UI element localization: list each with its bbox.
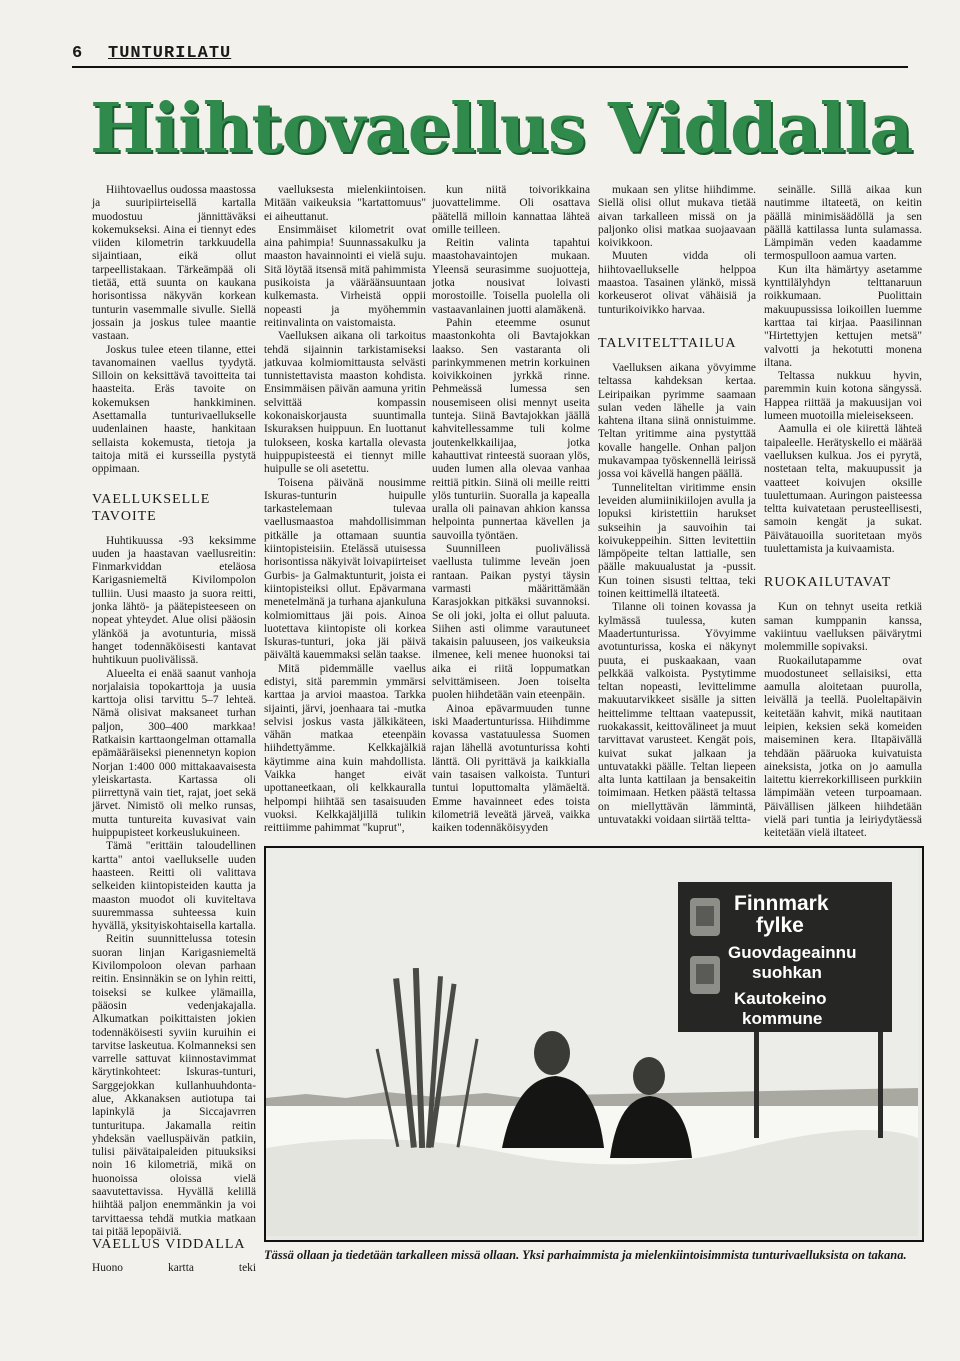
photo-illustration [266, 848, 918, 1236]
paragraph: Teltassa nukkuu hyvin, paremmin kuin kotona sängyssä. Happea riittää ja makuusijan voi lumeen muotoilla mieleisekseen. [764, 370, 922, 423]
paragraph: Alueelta ei enää saanut vanhoja norjalaisia topokarttoja ja uusia karttoja olisi tarvittu 5–7 lehteä. Nämä olisivat maksaneet turhan paljon, 300–400 markkaa! Ratkaisin karttaongelman ottamalla epämääräiseksi pienennetyn kopion Norjan 1:400 000 mittakaavaisesta yleiskartasta. Kartassa oli piirrettynä vain tiet, rajat, joet sekä järvet. Nimistö oli melko runsas, mutta tuntureita kuvasivat vain huippupisteet korkeuslukuineen. [92, 667, 256, 840]
article-headline: Hiihtovaellus Viddalla [90, 89, 913, 169]
sign-text: Guovdageainnu [728, 943, 857, 962]
paragraph: Vaelluksen aikana oli tarkoitus tehdä sijainnin tarkistamiseksi jatkuvaa kolmiomittausta selvästi tunnistettavista maaston kohdista. Ensimmäisen päivän aamuna yritin selvittää kompassin kokonaiskorjausta suuntimalla Iskuraksen huippuun. En luottanut tulokseen, koska kartalla olevasta huippupisteestä ei tiennyt mille huipulle se oli asetettu. [264, 330, 426, 476]
paragraph: Muuten vidda oli hiihtovaellukselle helppoa maastoa. Tasainen ylänkö, missä korkeuserot olivat vähäisiä ja tunturikoivikko harvaa. [598, 250, 756, 316]
paragraph: mukaan sen ylitse hiihdimme. Siellä olisi ollut mukava tietää aivan tarkalleen missä on ja paljonko olisi matkaa suojaavaan koivikkoon. [598, 184, 756, 250]
paragraph: Pahin eteemme osunut maastonkohta oli Bavtajokkan laakso. Sen vastaranta oli parinkymmenen metrin korkuinen koivikkoinen jyrkkä rinne. Pehmeässä lumessa sen nousemiseen olisi mennyt useita tunteja. Siinä Bavtajokkan jäällä kahvitellessamme tuli kolme joutenkelkkailijaa, jotka kahauttivat rinteestä suoraan ylös, uuden lumen alla olevaa vanhaa reittiä pitkin. Siinä oli meille reitti ylös tunturiin. Suoralla ja kapealla uralla oli painavan ahkion kanssa helpointa punnertaa kävellen ja sauvoilla työntäen. [432, 316, 590, 542]
paragraph: seinälle. Sillä aikaa kun nautimme iltateetä, on keitin päällä minimisäädöllä ja sen päällä kattilassa lunta sulamassa. Lämpimän veden kaadamme termospulloon aamua varten. [764, 184, 922, 263]
sign-text: Finnmark [734, 892, 829, 915]
sign-text: fylke [756, 914, 804, 937]
paragraph: Reitin valinta tapahtui maastohavaintojen mukaan. Yleensä seurasimme suojuotteja, jotka nousivat loivasti morostoille. Toisella puolella oli vastaavanlainen juotti alamäkenä. [432, 237, 590, 316]
paragraph: Reitin suunnittelussa totesin suoran linjan Karigasniemeltä Kivilompoloon olevan parhaan reitin. Ensinnäkin se on lyhin reitti, toiseksi se kulkee ylämailla, pääosin vedenjakajalla. Alkumatkan poikittaisten jokien todennäköisesti syviin kuruihin ei tarvitse laskeutua. Kolmanneksi sen varrelle sattuvat kiinnostavimmat kärytinkohteet: Iskuras-tunturi, Sarggejokkan kullanhuuhdonta-alue, Akkanaksen autiotupa tai lapinkylä ja Siccajavrren tunturitupa. Jakamalla reitin yhdeksän vaelluspäivän patkiin, tulisi päivätaipaleiden pituuksiksi noin 16 kilometriä, mikä on huonoissa oloissa vielä saavutettavissa. Hyvällä kelillä hiihtää paljon enemmänkin ja voi tarvittaessa tehdä mutkia matkaan tai pitää lepopäiviä. [92, 933, 256, 1238]
column-5 [764, 184, 922, 840]
paragraph: Huhtikuussa -93 keksimme uuden ja haastavan vaellusreitin: Finmarkviddan eteläosa Karigasniemeltä Kivilompolon tulliin. Uusi maasto ja suora reitti, jonka lähtö- ja päätepisteeseen on nopeat yhteydet. Alue olisi pääosin ylänköä ja avotunturia, missä hanget todennäköisesti kantavat huhtikuun puolivälissä. [92, 534, 256, 667]
column-1 [92, 184, 256, 1238]
subheading-vaellus-viddalla: VAELLUS VIDDALLA [92, 1237, 246, 1252]
column-2 [264, 184, 426, 835]
paragraph: kun niitä toivorikkaina juovattelimme. Oli osattava päätellä milloin kannattaa lähteä omille teilleen. [432, 184, 590, 236]
paragraph: Tunneliteltan viritimme ensin leveiden alumiinikiilojen avulla ja lopuksi kiristettiin harukset sukseihin ja sauvoihin tai koivukeppeihin. Sitten levitettiin lämpöpeite teltan lattialle, sen päälle makuualustat ja -pussit. Kun toinen sisusti telttaa, teki toinen keittimellä iltateetä. [598, 481, 756, 601]
paragraph: Hiihtovaellus oudossa maastossa ja suuripiirteisellä kartalla muodostuu jännittäväksi kokemukseksi. Aina ei tiennyt edes viiden kilometrin tarkkuudella sijaintiaan, eikä ollut tarpeellistakaan. Tärkeämpää oli tietää, että suunta on kaukana horisontissa näkyvän korkean tunturin vasemmalle sivulle. Siellä jossain ja joskus tulee maantie vastaan. [92, 184, 256, 343]
paragraph: Aamulla ei ole kiirettä lähteä taipaleelle. Herätyskello ei määrää vaelluksen kulkua. Jos ei pyrytä, nostetaan telta, makuupussit ja vaatteet koivujen oksille tuulettumaan. Auringon paisteessa teltta kuivatetaan perusteellisesti, samoin kengät ja sukat. Päivätauoilla suoritetaan myös tuulettamista ja kuivaamista. [764, 423, 922, 556]
paragraph: Vaelluksen aikana yövyimme teltassa kahdeksan kertaa. Leiripaikan pyrimme saamaan sulan veden lähelle ja vain kahtena iltana siinä onnistuimme. Teltan yritimme aina pystyttää kovalle hangelle. Onhan paljon mukavampaa työskennellä leirissä jossa voi kävellä hangen päällä. [598, 361, 756, 481]
photo-caption: Tässä ollaan ja tiedetään tarkalleen missä ollaan. Yksi parhaimmista ja mielenkiintoisimmista tunturivaelluksista on takana. [264, 1248, 907, 1262]
column-4 [598, 184, 756, 827]
subheading: VAELLUKSELLE TAVOITE [92, 491, 211, 524]
paragraph: Ruokailutapamme ovat muodostuneet sellaisiksi, etta aamulla aloitetaan puurolla, leivällä ja teellä. Puoleltapäivin keitetään kahvit, mikä nautitaan leipien, keksien sekä komeiden maiseminen kera. Iltapäivällä tehdään pääruoka kuivatuista aineksista, jotka on jo aamulla laitettu kierrekorkilliseen purkkiin lämpimään veteen turpoamaan. Päivällisen jälkeen hiihdetään vielä pari tuntia ja leiriydytäessä keitetään vielä iltateet. [764, 654, 922, 840]
paragraph: Mitä pidemmälle vaellus edistyi, sitä paremmin ymmärsi karttaa ja arvioi maastoa. Tarkka sijainti, järvi, joenhaara tai -mutka selvisi joskus vasta jälkikäteen, vähän matkaa eteenpäin hiihdettyämme. Kelkkajälkiä käytimme aina kuin mahdollista. Vaikka hanget eivät upottaneetkaan, oli kelkkauralla helpompi hiihtää sen tasaisuuden vuoksi. Kelkkajäljillä tulikin reittiimme pahimmat "kuprut", [264, 662, 426, 835]
paragraph: Ensimmäiset kilometrit ovat aina pahimpia! Suunnassakulku ja maaston havainnointi ei vielä suju. Sitä löytää itsensä mitä pahimmista pusikoista ja vääräänsuuntaan kulkemasta. Virheistä oppii nopeasti ja myöhemmin reitinvalinta on vaistomaista. [264, 223, 426, 329]
column-3 [432, 184, 590, 835]
paragraph: Ainoa epävarmuuden tunne iski Maadertunturissa. Hiihdimme kovassa vastatuulessa Suomen rajan lähellä avotunturissa kohti länttä. Oli pyrittävä ja kaikkialla vain tasaisen valkoista. Tunturi tuntui loputtomalta ylämäeltä. Emme havainneet edes toista kilometriä leveätä järveä, vaikka kaiken todennäköisyyden [432, 702, 590, 835]
subheading: RUOKAILUTAVAT [764, 575, 892, 591]
sign-text: suohkan [752, 963, 822, 982]
paragraph: Tilanne oli toinen kovassa ja kylmässä tuulessa, kuten Maadertunturissa. Yövyimme avotunturissa, koska ei näkynyt puuta, ei puskaakaan, vaan pelkkää valkoista. Pystytimme teltan nopeasti, levittelimme makuutarvikkeet sisälle ja sitten heittelimme telttaan vaatepussit, ruokakassit, keittovälineet ja muut tarvittavat varusteet. Kengät pois, kuivat sukat jalkaan ja untuvatakki päälle. Teltan liepeen alta lunta kattilaan ja bensakeitin toimimaan. Hetken päästä teltassa on miellyttävän lämmintä, untuvatakki voidaan siirtää teltta- [598, 601, 756, 827]
sign-text: kommune [742, 1009, 823, 1028]
paragraph: Toisena päivänä nousimme Iskuras-tunturin huipulle tarkastelemaan tulevaa vaellusmaastoa mahdollisimman pitkälle ja ottamaan suuntia kiintopisteisiin. Etelässä utuisessa horisontissa näkyivät loivapiirteiset Gurbis- ja Galmaktunturit, joista ei kiintopisteiksi ollut. Epävarmana menetelmänä ja turhana ajankuluna kolmiomittaus jäi pois. Ainoa luotettava kiintopiste oli korkea Iskuras-tunturi, joka jäi päivä päivältä kauemmaksi selän taakse. [264, 476, 426, 662]
paragraph: Kun ilta hämärtyy asetamme kynttilälyhdyn telttanaruun roikkumaan. Puolittain makuupussissa loikoillen luemme karttaa tai kirjaa. Paasilinnan "Hirtettyjen kettujen metsä" valvotti ja hekotutti monena iltana. [764, 263, 922, 369]
page-number: 6 [72, 44, 84, 63]
paragraph: Tämä "erittäin taloudellinen kartta" antoi vaellukselle uuden haasteen. Reitti oli valittava selkeiden kiintopisteiden kautta ja maaston muodot oli kuviteltava suuremmassa suhteessa kuin hyvällä, yksityiskohtaisella kartalla. [92, 840, 256, 933]
paragraph: Kun on tehnyt useita retkiä saman kumppanin kanssa, vakiintuu vaelluksen päivärytmi molemmille sopivaksi. [764, 601, 922, 654]
subheading: TALVITELTTAILUA [598, 335, 737, 351]
paragraph-continuation: Huono kartta teki [92, 1262, 256, 1274]
paragraph: Suunnilleen puolivälissä vaellusta tulimme leveän joen rantaan. Paikan pystyi täysin varmasti määrittämään Karasjokkan pitkäksi suvannoksi. Se oli joki, jolta ei ollut paluuta. Siihen asti olimme varautuneet takaisin paluuseen, jos vaikeuksia ilmenee, keli menee huonoksi tai aika ei riitä loppumatkan selvittämiseen. Joen toiselta puolen hiihdetään vain eteenpäin. [432, 543, 590, 702]
paragraph: vaelluksesta mielenkiintoisen. Mitään vaikeuksia "kartattomuus" ei aiheuttanut. [264, 184, 426, 223]
article-photo [264, 846, 924, 1242]
page-header [72, 44, 908, 68]
paragraph: Joskus tulee eteen tilanne, ettei tavanomainen vaellus tyydytä. Silloin on keksittävä tavoitteita tai haasteita. Eräs tavoite on kokemuksen hankkiminen. Asettamalla tunturivaellukselle uudenlainen haaste, hankitaan sellaista kokemusta, tietoja ja taitoja mitä ei kursseilla pystytä oppimaan. [92, 343, 256, 476]
paper-name: TUNTURILATU [108, 44, 232, 63]
sign-text: Kautokeino [734, 989, 827, 1008]
